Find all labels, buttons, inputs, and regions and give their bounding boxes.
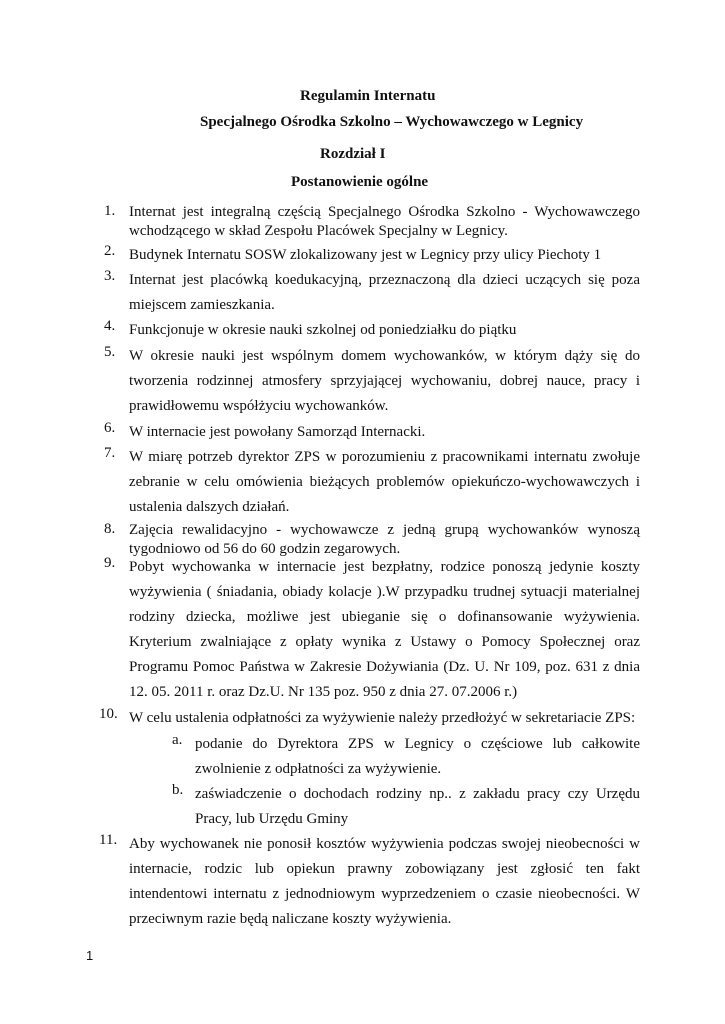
list-item [99, 832, 640, 932]
list-item-number: 3. [104, 268, 116, 284]
list-item-number: 7. [104, 445, 116, 461]
list-item-number: 10. [99, 706, 118, 722]
list-item-number: 2. [104, 243, 116, 259]
list-item [104, 203, 640, 241]
list-item-text: Internat jest integralną częścią Specjalnego Ośrodka Szkolno - Wychowawczego wchodzącego w skład Zespołu Placówek Specjalny w Legnicy. [129, 204, 640, 239]
list-item [104, 268, 640, 318]
list-item [104, 243, 640, 268]
list-item [104, 344, 640, 419]
list-item-text: Internat jest placówką koedukacyjną, przeznaczoną dla dzieci uczących się poza miejscem zamieszkania. [129, 272, 640, 313]
list-item-text: W okresie nauki jest wspólnym domem wychowanków, w którym dąży się do tworzenia rodzinnej atmosfery sprzyjającej wychowaniu, dobrej nauce, pracy i prawidłowemu współżyciu wychowanków. [129, 348, 640, 414]
document-title: Regulamin Internatu [300, 88, 436, 104]
list-item-text: W celu ustalenia odpłatności za wyżywienie należy przedłożyć w sekretariacie ZPS: [129, 710, 636, 726]
sub-list-item-text: zaświadczenie o dochodach rodziny np.. z zakładu pracy czy Urzędu Pracy, lub Urzędu Gminy [195, 786, 640, 827]
list-item-text: Zajęcia rewalidacyjno - wychowawcze z jedną grupą wychowanków wynoszą tygodniowo od 56 do 60 godzin zegarowych. [129, 522, 640, 557]
list-item-text: W internacie jest powołany Samorząd Internacki. [129, 424, 426, 440]
list-item [99, 706, 640, 731]
list-item-text: Pobyt wychowanka w internacie jest bezpłatny, rodzice ponoszą jedynie koszty wyżywienia ( śniadania, obiady kolacje ).W przypadku trudnej sytuacji materialnej rodziny dziecka, możliwe jest ubieganie się o dofinansowanie wyżywienia. Kryterium zwalniające z opłaty wynika z Ustawy o Pomocy Społecznej oraz Programu Pomoc Państwa w Zakresie Dożywiania (Dz. U. Nr 109, poz. 631 z dnia 12. 05. 2011 r. oraz Dz.U. Nr 135 poz. 950 z dnia 27. 07.2006 r.) [129, 559, 640, 700]
list-item [104, 521, 640, 559]
chapter-heading: Rozdział I [320, 146, 386, 162]
list-item-text: Budynek Internatu SOSW zlokalizowany jest w Legnicy przy ulicy Piechoty 1 [129, 247, 602, 263]
sub-list-item [172, 782, 640, 832]
list-item-number: 9. [104, 555, 116, 571]
list-item-number: 4. [104, 318, 116, 334]
page-number: 1 [86, 948, 94, 963]
list-item-number: 8. [104, 521, 116, 537]
list-item-text: Funkcjonuje w okresie nauki szkolnej od poniedziałku do piątku [129, 322, 517, 338]
list-item-number: 5. [104, 344, 116, 360]
list-item [104, 445, 640, 520]
sub-list-item-letter: b. [172, 782, 184, 798]
list-item-number: 11. [99, 832, 118, 848]
section-heading: Postanowienie ogólne [291, 174, 429, 190]
list-item [104, 555, 640, 705]
document-subtitle: Specjalnego Ośrodka Szkolno – Wychowawczego w Legnicy [200, 114, 584, 130]
sub-list-item [172, 732, 640, 782]
list-item-number: 6. [104, 420, 116, 436]
list-item-number: 1. [104, 203, 116, 219]
list-item-text: Aby wychowanek nie ponosił kosztów wyżywienia podczas swojej nieobecności w internacie, rodzic lub opiekun prawny zobowiązany jest zgłosić ten fakt intendentowi internatu z jednodniowym wyprzedzeniem o czasie nieobecności. W przeciwnym razie będą naliczane koszty wyżywienia. [129, 836, 640, 927]
sub-list-item-text: podanie do Dyrektora ZPS w Legnicy o częściowe lub całkowite zwolnienie z odpłatności za wyżywienie. [195, 736, 640, 777]
list-item-text: W miarę potrzeb dyrektor ZPS w porozumieniu z pracownikami internatu zwołuje zebranie w celu omówienia bieżących problemów opiekuńczo-wychowawczych i ustalenia dalszych działań. [129, 449, 640, 515]
list-item [104, 318, 640, 343]
sub-list-item-letter: a. [172, 732, 183, 748]
list-item [104, 420, 640, 445]
